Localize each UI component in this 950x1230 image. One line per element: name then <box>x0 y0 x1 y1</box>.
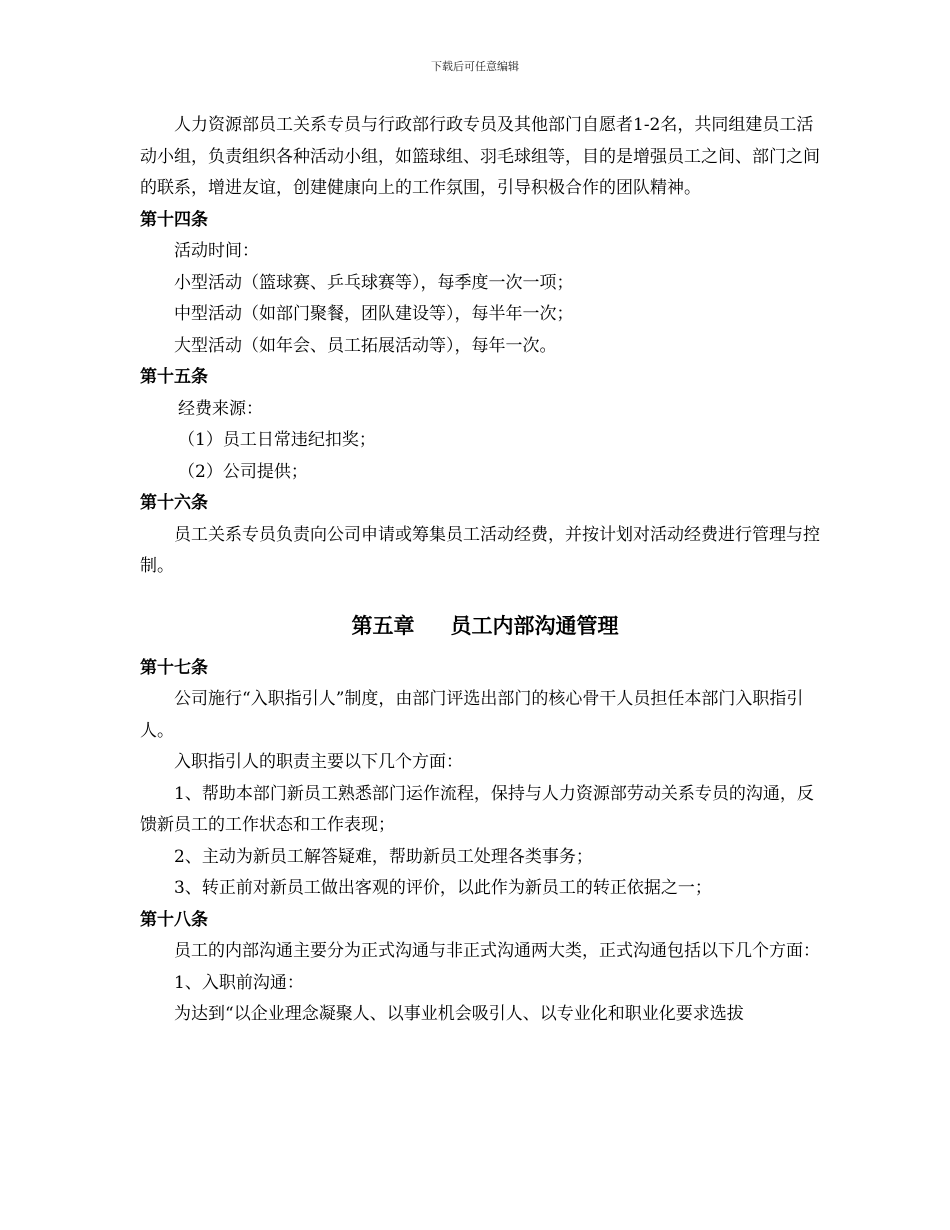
paragraph: 公司施行“入职指引人”制度，由部门评选出部门的核心骨干人员担任本部门入职指引人。 <box>140 689 804 741</box>
page-header: 下载后可任意编辑 <box>431 60 519 73</box>
article-heading: 第十八条 <box>140 909 208 930</box>
document-body <box>140 110 830 1031</box>
chapter-heading <box>140 609 830 643</box>
article-heading: 第十四条 <box>140 209 208 230</box>
paragraph: 2、主动为新员工解答疑难，帮助新员工处理各类事务； <box>174 846 593 867</box>
paragraph: 小型活动（篮球赛、乒乓球赛等），每季度一次一项； <box>174 272 574 293</box>
article-heading: 第十六条 <box>140 493 208 513</box>
article-heading: 第十七条 <box>140 657 208 678</box>
paragraph: 1、帮助本部门新员工熟悉部门运作流程，保持与人力资源部劳动关系专员的沟通，反馈新员工的工作状态和工作表现； <box>140 783 814 835</box>
paragraph: 为达到“以企业理念凝聚人、以事业机会吸引人、以专业化和职业化要求选拔 <box>174 1004 744 1024</box>
paragraph: 活动时间： <box>174 241 259 261</box>
paragraph: 大型活动（如年会、员工拓展活动等），每年一次。 <box>174 335 557 356</box>
article-heading: 第十五条 <box>140 367 208 387</box>
paragraph: 3、转正前对新员工做出客观的评价，以此作为新员工的转正依据之一； <box>174 878 712 898</box>
paragraph: 人力资源部员工关系专员与行政部行政专员及其他部门自愿者1-2名，共同组建员工活动小组，负责组织各种活动小组，如篮球组、羽毛球组等，目的是增强员工之间、部门之间的联系，增进友谊，创建健康向上的工作氛围，引导积极合作的团队精神。 <box>140 115 820 198</box>
chapter-number: 第五章 <box>351 613 415 638</box>
paragraph: 员工关系专员负责向公司申请或筹集员工活动经费，并按计划对活动经费进行管理与控制。 <box>140 524 820 576</box>
paragraph: （1）员工日常违纪扣奖； <box>178 430 376 450</box>
paragraph: （2）公司提供； <box>178 461 308 482</box>
chapter-title: 员工内部沟通管理 <box>450 613 619 638</box>
paragraph: 1、入职前沟通： <box>174 972 304 993</box>
paragraph: 入职指引人的职责主要以下几个方面： <box>174 752 463 772</box>
paragraph: 中型活动（如部门聚餐，团队建设等），每半年一次； <box>174 304 574 324</box>
paragraph: 员工的内部沟通主要分为正式沟通与非正式沟通两大类，正式沟通包括以下几个方面： <box>174 941 820 961</box>
paragraph: 经费来源： <box>178 398 263 419</box>
